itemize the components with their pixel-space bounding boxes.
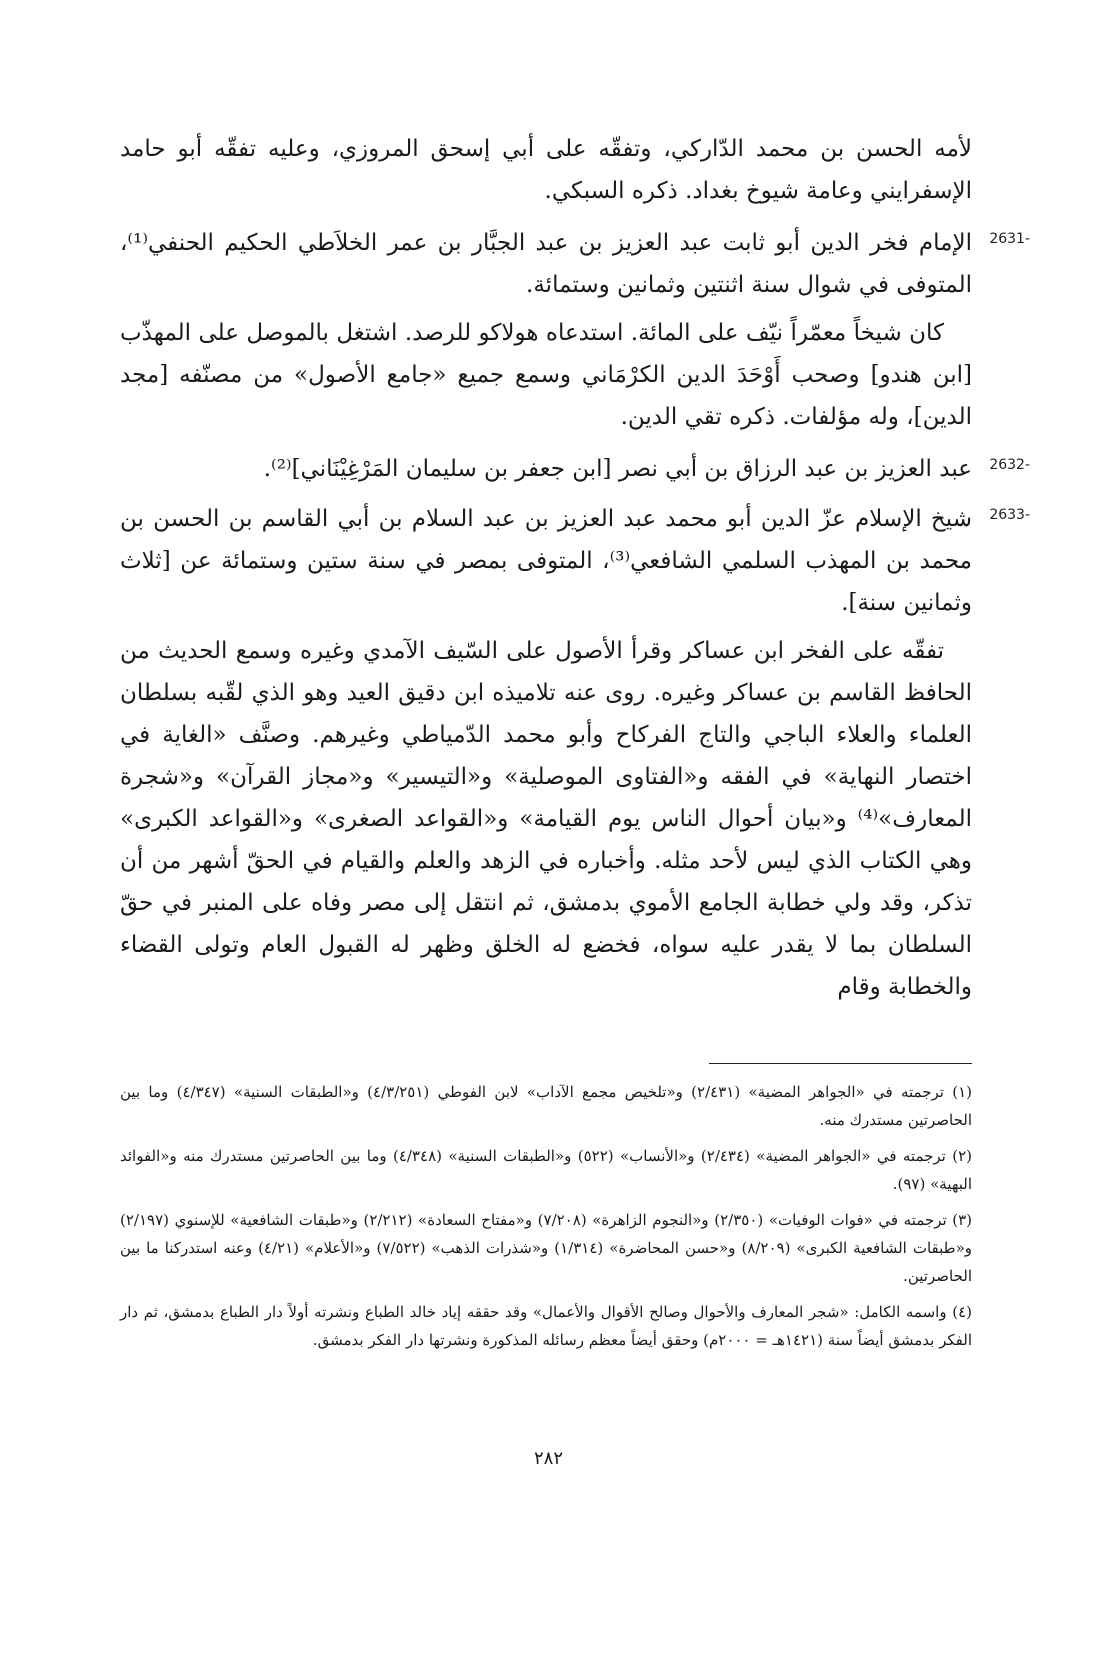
footnote: (٢) ترجمته في «الجواهر المضية» (٢/٤٣٤) و«الأنساب» (٥٢٢) و«الطبقات السنية» (٤/٣٤٨) وما بين الحاصرتين مستدرك منه و«الفوائد البهية» (٩٧). xyxy=(120,1147,972,1193)
entry-body: كان شيخاً معمّراً نيّف على المائة. استدعاه هولاكو للرصد. اشتغل بالموصل على المهذّب [ابن هندو] وصحب أَوْحَدَ الدين الكرْمَاني وسمع جميع «جامع الأصول» من مصنّفه [مجد الدين]، وله مؤلفات. ذكره تقي الدين. xyxy=(120,320,972,430)
intro-paragraph: لأمه الحسن بن محمد الدّاركي، وتفقّه على أبي إسحق المروزي، وعليه تفقّه أبو حامد الإسفرايني وعامة شيوخ بغداد. ذكره السبكي. xyxy=(120,136,972,204)
entry-body: تفقّه على الفخر ابن عساكر وقرأ الأصول على السّيف الآمدي وغيره وسمع الحديث من الحافظ القاسم بن عساكر وغيره. روى عنه تلاميذه ابن دقيق العيد وهو الذي لقّبه بسلطان العلماء والعلاء الباجي والتاج الفركاح وأبو محمد الدّمياطي وغيرهم. وصنَّف «الغاية في اختصار النهاية» في الفقه و«الفتاوى الموصلية» و«التيسير» و«مجاز القرآن» و«شجرة المعارف»⁽⁴⁾ و«بيان أحوال الناس يوم القيامة» و«القواعد الصغرى» و«القواعد الكبرى» وهي الكتاب الذي ليس لأحد مثله. وأخباره في الزهد والعلم والقيام في الحقّ أشهر من أن تذكر، وقد ولي خطابة الجامع الأموي بدمشق، ثم انتقل إلى مصر وفاه على المنبر في حقّ السلطان بما لا يقدر عليه سواه، فخضع له الخلق وظهر له القبول العام وتولى القضاء والخطابة وقام xyxy=(120,638,972,1000)
entry-heading: الإمام فخر الدين أبو ثابت عبد العزيز بن عبد الجبَّار بن عمر الخلاَطي الحكيم الحنفي⁽¹⁾، المتوفى في شوال سنة اثنتين وثمانين وستمائة. xyxy=(120,230,972,298)
entry-number: 2632- xyxy=(989,457,1030,473)
entry-2633 xyxy=(120,498,1030,624)
entry-number: 2633- xyxy=(989,507,1030,523)
entry-2631 xyxy=(120,222,1030,306)
entry-2632 xyxy=(120,448,1030,490)
footnote-divider xyxy=(709,1063,972,1064)
entry-heading: عبد العزيز بن عبد الرزاق بن أبي نصر [ابن جعفر بن سليمان المَرْغِيْنَاني]⁽²⁾. xyxy=(263,456,972,482)
page-number: ٢٨٢ xyxy=(533,1448,563,1469)
footnote: (٤) واسمه الكامل: «شجر المعارف والأحوال وصالح الأقوال والأعمال» وقد حققه إياد خالد الطباع ونشرته أولاً دار الطباع بدمشق، ثم دار الفكر بدمشق أيضاً سنة (١٤٢١هـ = ٢٠٠٠م) وحقق أيضاً معظم رسائله المذكورة ونشرتها دار الفكر بدمشق. xyxy=(120,1303,972,1349)
footnote: (١) ترجمته في «الجواهر المضية» (٢/٤٣١) و«تلخيص مجمع الآداب» لابن الفوطي (٤/٣/٢٥١) و«الطبقات السنية» (٤/٣٤٧) وما بين الحاصرتين مستدرك منه. xyxy=(120,1083,973,1129)
main-text xyxy=(120,128,1030,1008)
entry-number: 2631- xyxy=(989,231,1030,247)
entry-heading: شيخ الإسلام عزّ الدين أبو محمد عبد العزيز بن عبد السلام بن أبي القاسم بن الحسن بن محمد بن المهذب السلمي الشافعي⁽³⁾، المتوفى بمصر في سنة ستين وستمائة عن [ثلاث وثمانين سنة]. xyxy=(120,506,972,616)
footnotes xyxy=(120,1078,972,1362)
footnote: (٣) ترجمته في «فوات الوفيات» (٢/٣٥٠) و«النجوم الزاهرة» (٧/٢٠٨) و«مفتاح السعادة» (٢/٢١٢) و«طبقات الشافعية» للإسنوي (٢/١٩٧) و«طبقات الشافعية الكبرى» (٨/٢٠٩) و«حسن المحاضرة» (١/٣١٤) و«شذرات الذهب» (٧/٥٢٢) و«الأعلام» (٤/٢١) وعنه استدركنا ما بين الحاصرتين. xyxy=(120,1211,973,1285)
